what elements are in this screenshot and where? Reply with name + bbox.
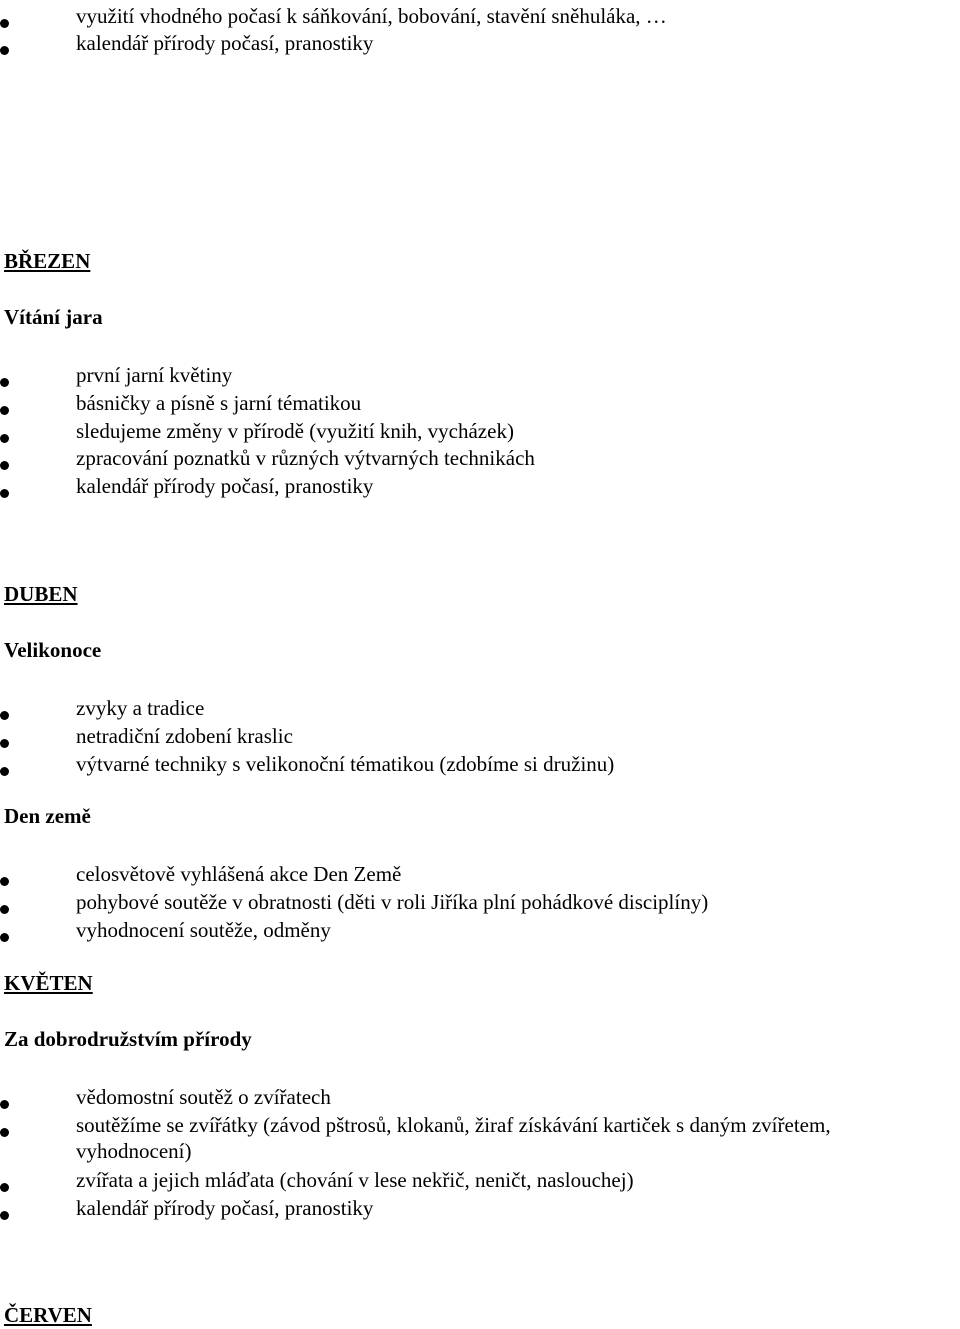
month-heading-duben: DUBEN — [4, 582, 78, 606]
list-item-text: zvířata a jejich mláďata (chování v lese nekřič, neničt, naslouchej) — [76, 1168, 634, 1192]
list-item-continuation: vyhodnocení) — [76, 1139, 192, 1163]
bullet-icon — [0, 933, 9, 942]
list-item-text: výtvarné techniky s velikonoční tématikou (zdobíme si družinu) — [76, 752, 615, 776]
bullet-icon — [0, 46, 9, 55]
list-item-text: vědomostní soutěž o zvířatech — [76, 1085, 331, 1109]
bullet-icon — [0, 711, 9, 720]
list-item-text: kalendář přírody počasí, pranostiky — [76, 1196, 374, 1220]
list-item-text: pohybové soutěže v obratnosti (děti v roli Jiříka plní pohádkové disciplíny) — [76, 890, 709, 914]
list-item-text: zpracování poznatků v různých výtvarných technikách — [76, 446, 535, 470]
section-heading-velikonoce: Velikonoce — [4, 638, 102, 662]
list-item-text: celosvětově vyhlášená akce Den Země — [76, 862, 402, 886]
list-item-text: kalendář přírody počasí, pranostiky — [76, 31, 374, 55]
month-heading-kveten: KVĚTEN — [4, 971, 93, 995]
bullet-icon — [0, 406, 9, 415]
month-heading-brezen: BŘEZEN — [4, 249, 91, 273]
list-item-text: zvyky a tradice — [76, 696, 205, 720]
list-item-text: sledujeme změny v přírodě (využití knih, vycházek) — [76, 419, 514, 443]
bullet-icon — [0, 489, 9, 498]
list-item-text: netradiční zdobení kraslic — [76, 724, 293, 748]
bullet-icon — [0, 1211, 9, 1220]
list-item-text: kalendář přírody počasí, pranostiky — [76, 474, 374, 498]
list-item-text: básničky a písně s jarní tématikou — [76, 391, 362, 415]
bullet-icon — [0, 767, 9, 776]
list-item-text: soutěžíme se zvířátky (závod pštrosů, klokanů, žiraf získávání kartiček s daným zvířetem, — [76, 1113, 831, 1137]
bullet-icon — [0, 739, 9, 748]
bullet-icon — [0, 1100, 9, 1109]
bullet-icon — [0, 1183, 9, 1192]
section-heading-den-zeme: Den země — [4, 804, 91, 828]
list-item-text: první jarní květiny — [76, 363, 233, 387]
month-heading-cerven: ČERVEN — [4, 1303, 92, 1327]
section-heading-za-dobrodruzstvim: Za dobrodružstvím přírody — [4, 1027, 252, 1051]
bullet-icon — [0, 1128, 9, 1137]
bullet-icon — [0, 461, 9, 470]
bullet-icon — [0, 905, 9, 914]
list-item-text: vyhodnocení soutěže, odměny — [76, 918, 331, 942]
bullet-icon — [0, 434, 9, 443]
bullet-icon — [0, 19, 9, 28]
section-heading-vitani-jara: Vítání jara — [4, 305, 103, 329]
bullet-icon — [0, 877, 9, 886]
bullet-icon — [0, 378, 9, 387]
list-item-text: využití vhodného počasí k sáňkování, bobování, stavění sněhuláka, … — [76, 4, 667, 28]
